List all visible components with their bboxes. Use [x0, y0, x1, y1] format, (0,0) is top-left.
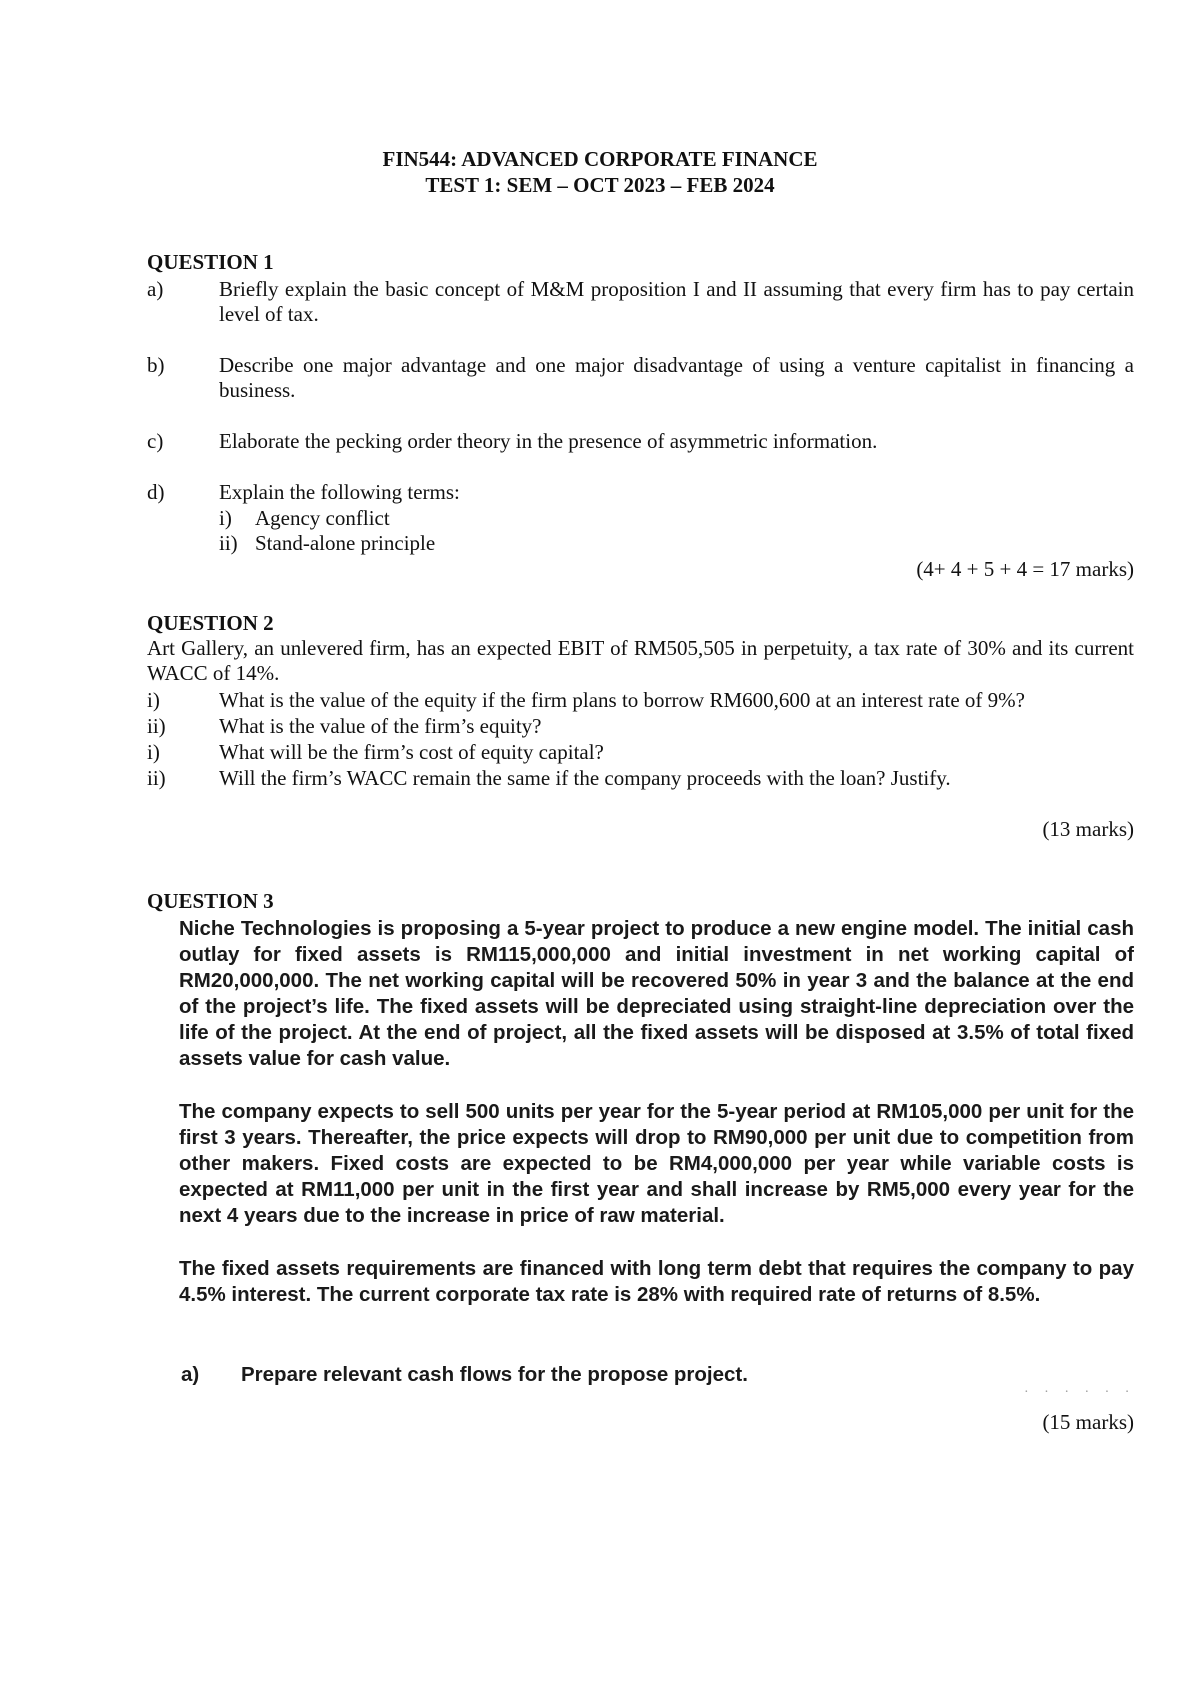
question-3-heading: QUESTION 3 [147, 889, 274, 913]
q1-item-b-label: b) [147, 353, 165, 377]
q3-paragraph-3: The fixed assets requirements are financed with long term debt that requires the company to pay 4.5% interest. The current corporate tax rate is 28% with required rate of returns of 8.5%. [179, 1257, 1134, 1306]
q2-item-2-label: ii) [147, 714, 166, 738]
q1-marks: (4+ 4 + 5 + 4 = 17 marks) [916, 557, 1134, 581]
q1-item-d-label: d) [147, 480, 165, 504]
q2-item-4-text: Will the firm’s WACC remain the same if the company proceeds with the loan? Justify. [219, 766, 951, 790]
q3-paragraph-1: Niche Technologies is proposing a 5-year project to produce a new engine model. The initial cash outlay for fixed assets is RM115,000,000 and initial investment in net working capital of RM20,000,000. The net working capital will be recovered 50% in year 3 and the balance at the end of the project’s life. The fixed assets will be depreciated using straight-line depreciation over the life of the project. At the end of project, all the fixed assets will be disposed at 3.5% of total fixed assets value for cash value. [179, 917, 1134, 1070]
faint-scan-artifact: · · · · · · [1024, 1385, 1136, 1400]
q2-intro: Art Gallery, an unlevered firm, has an expected EBIT of RM505,505 in perpetuity, a tax rate of 30% and its current WACC of 14%. [147, 636, 1134, 685]
q1-subitem-i-text: Agency conflict [255, 506, 390, 530]
q1-item-b-text: Describe one major advantage and one major disadvantage of using a venture capitalist in financing a business. [219, 353, 1134, 402]
question-2-heading: QUESTION 2 [147, 611, 274, 635]
q2-item-2-text: What is the value of the firm’s equity? [219, 714, 542, 738]
q3-item-a-text: Prepare relevant cash flows for the propose project. [241, 1363, 748, 1386]
q1-item-c-text: Elaborate the pecking order theory in the presence of asymmetric information. [219, 429, 878, 453]
q1-item-a-label: a) [147, 277, 164, 301]
q3-marks: (15 marks) [1042, 1410, 1134, 1434]
q1-item-a-text: Briefly explain the basic concept of M&M proposition I and II assuming that every firm has to pay certain level of tax. [219, 277, 1134, 326]
q1-item-d-text: Explain the following terms: [219, 480, 460, 504]
document-subtitle: TEST 1: SEM – OCT 2023 – FEB 2024 [425, 173, 775, 197]
q2-item-3-label: i) [147, 740, 160, 764]
q2-item-1-text: What is the value of the equity if the firm plans to borrow RM600,600 at an interest rate of 9%? [219, 688, 1025, 712]
q2-item-4-label: ii) [147, 766, 166, 790]
q1-item-c-label: c) [147, 429, 164, 453]
q1-subitem-i-label: i) [219, 506, 232, 530]
q2-marks: (13 marks) [1042, 817, 1134, 841]
q3-item-a-label: a) [181, 1363, 200, 1386]
q1-subitem-ii-text: Stand-alone principle [255, 531, 436, 555]
q3-paragraph-2: The company expects to sell 500 units per year for the 5-year period at RM105,000 per unit for the first 3 years. Thereafter, the price expects will drop to RM90,000 per unit due to competition from other makers. Fixed costs are expected to be RM4,000,000 per year while variable costs is expected at RM11,000 per unit in the first year and shall increase by RM5,000 every year for the next 4 years due to the increase in price of raw material. [179, 1100, 1134, 1227]
q2-item-1-label: i) [147, 688, 160, 712]
q2-item-3-text: What will be the firm’s cost of equity capital? [219, 740, 604, 764]
q1-subitem-ii-label: ii) [219, 531, 238, 555]
document-title: FIN544: ADVANCED CORPORATE FINANCE [382, 147, 818, 171]
question-1-heading: QUESTION 1 [147, 250, 274, 274]
